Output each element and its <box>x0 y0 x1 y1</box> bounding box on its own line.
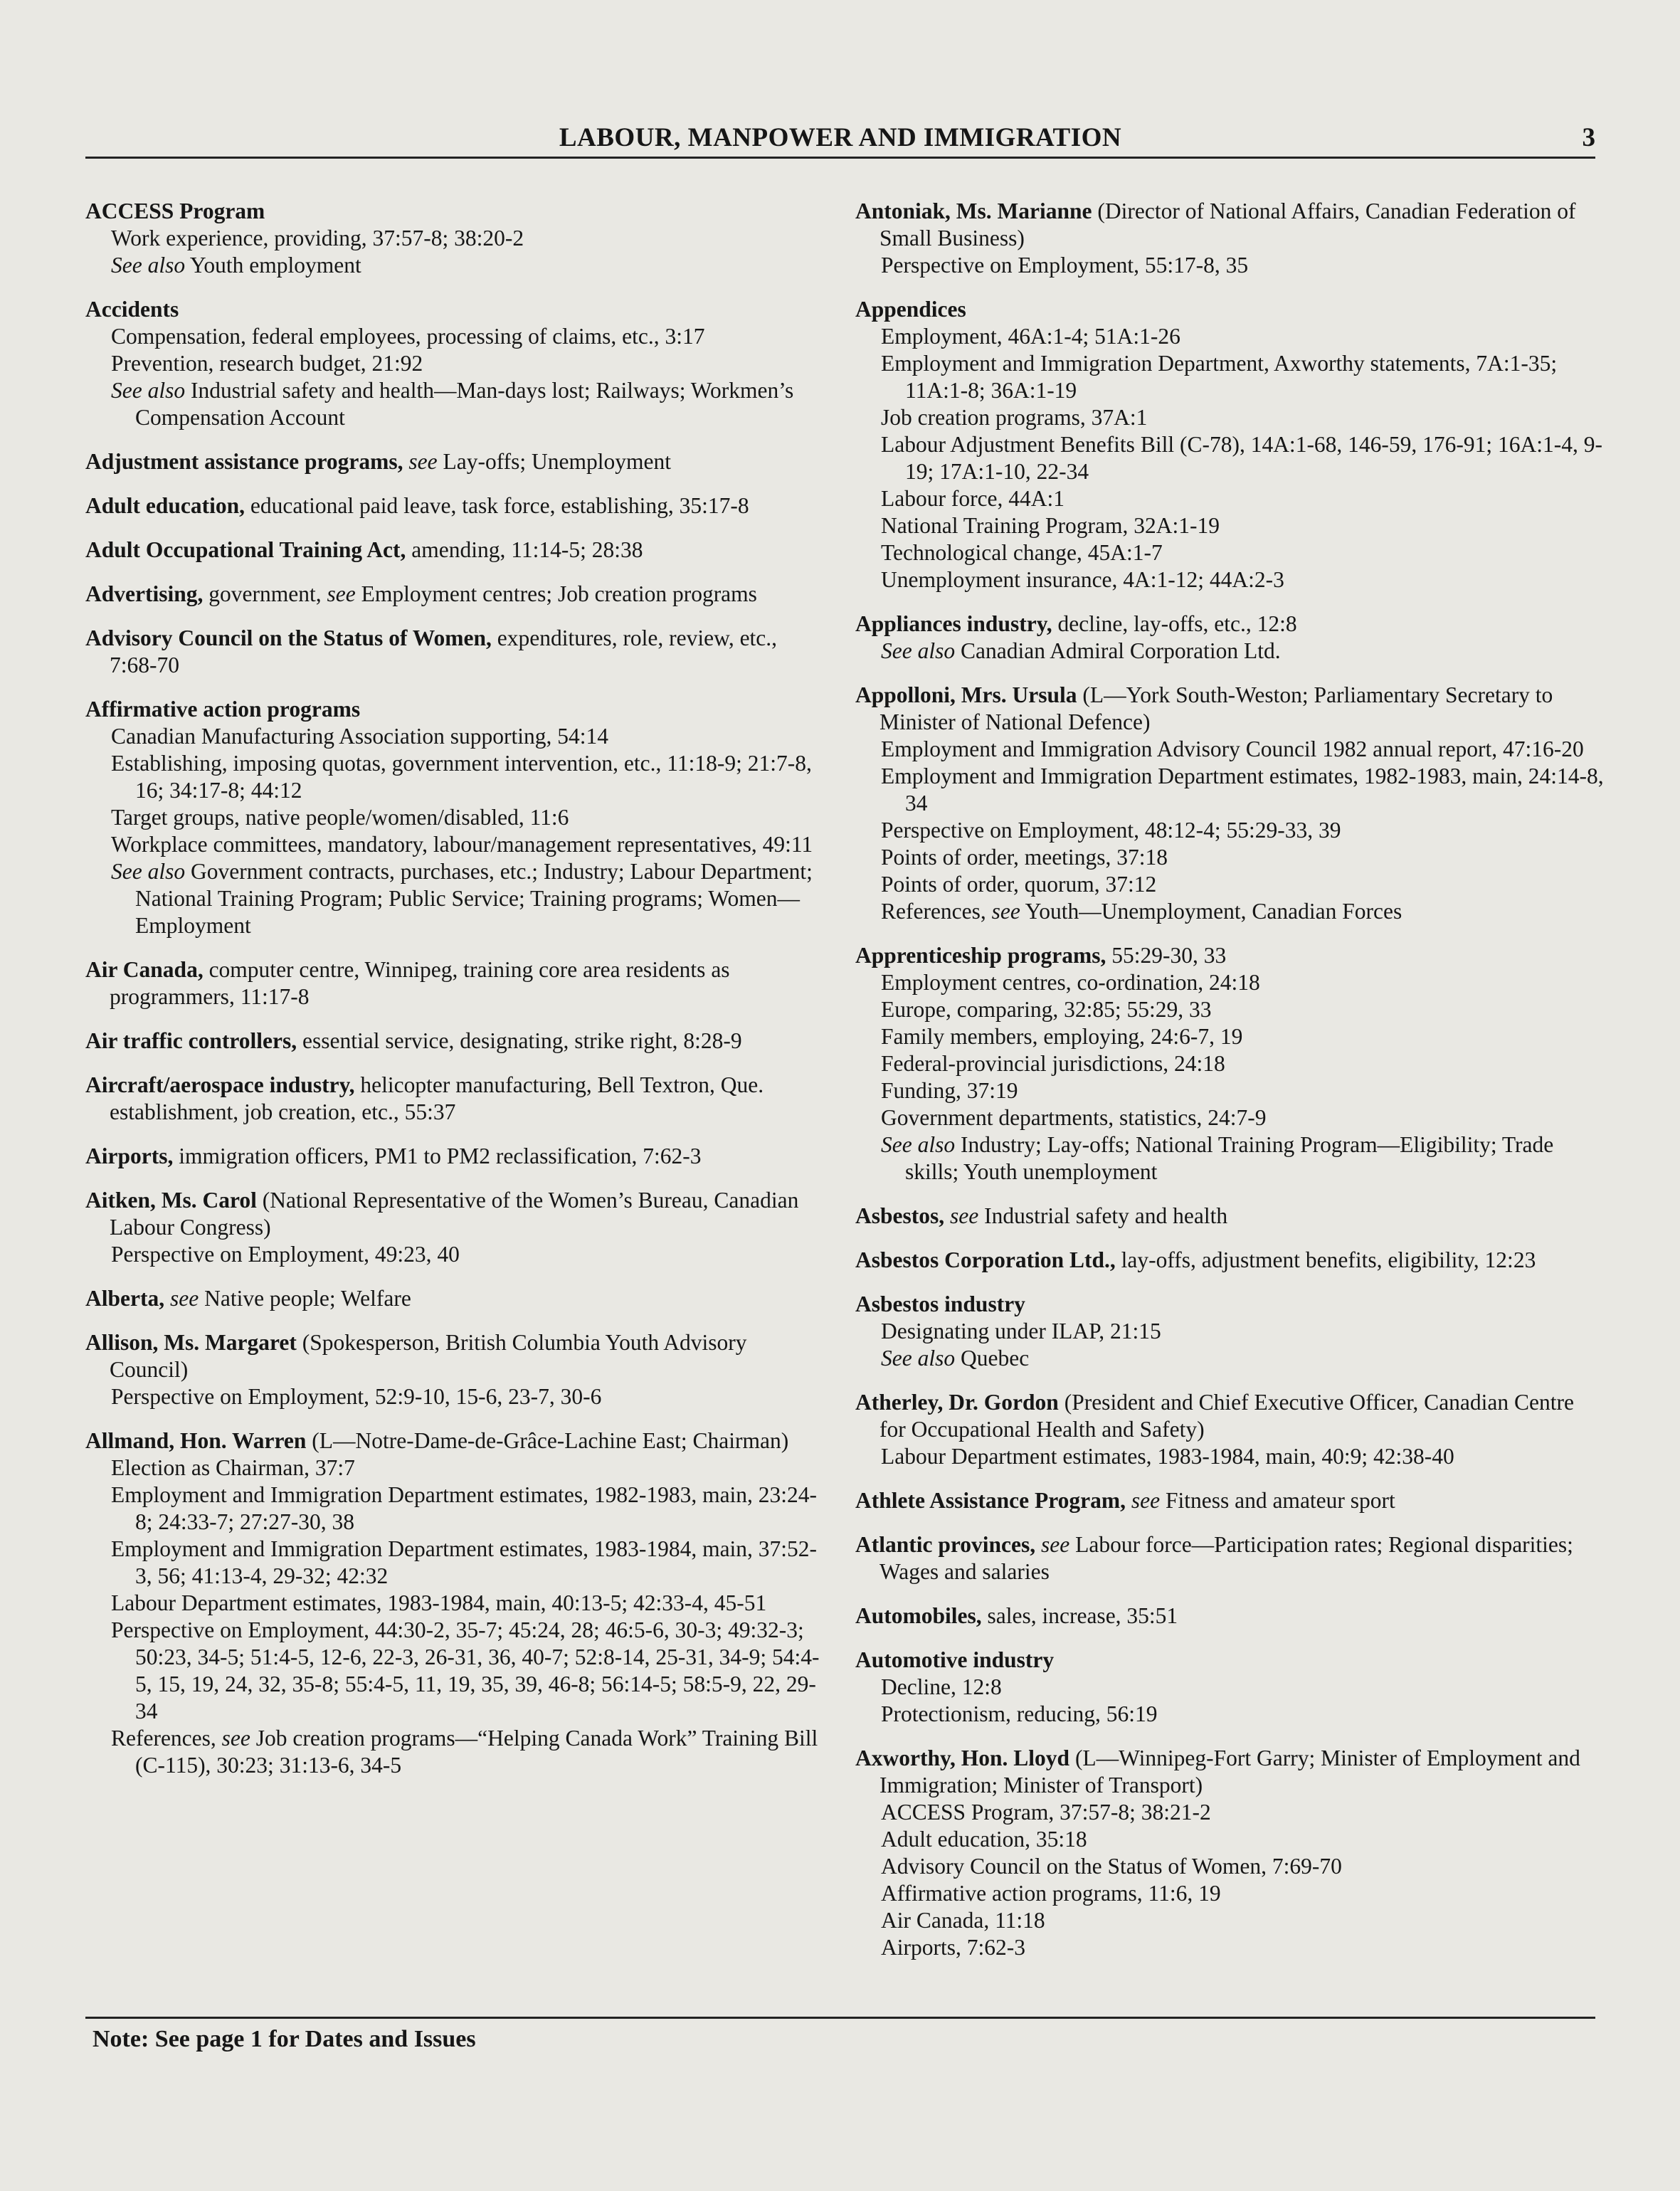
subentry-text: Perspective on Employment, 49:23, 40 <box>111 1242 460 1267</box>
entry-text: (L—Notre-Dame-de-Grâce-Lachine East; Chairman) <box>306 1428 789 1453</box>
subentry <box>85 323 825 350</box>
entry-heading: Aitken, Ms. Carol <box>85 1188 257 1213</box>
subentry <box>855 1880 1604 1907</box>
subentry-text: Industrial safety and health—Man-days lost; Railways; Workmen’s Compensation Account <box>135 378 794 430</box>
entry-heading-line <box>855 1247 1604 1274</box>
subentry <box>855 1050 1604 1077</box>
subentry-text: Europe, comparing, 32:85; 55:29, 33 <box>881 997 1212 1022</box>
entry-heading-line <box>85 1072 825 1126</box>
index-entry <box>855 1247 1604 1274</box>
entry-heading-line <box>85 1187 825 1241</box>
entry-heading-line <box>855 1745 1604 1799</box>
subentry-text: Perspective on Employment, 48:12-4; 55:29-33, 39 <box>881 818 1341 843</box>
subentry-text: Points of order, quorum, 37:12 <box>881 872 1157 897</box>
entry-heading-line <box>85 625 825 679</box>
see-reference: See also <box>881 1132 956 1157</box>
entry-heading-line <box>85 1028 825 1055</box>
subentry <box>855 1023 1604 1050</box>
subentry-text: ACCESS Program, 37:57-8; 38:21-2 <box>881 1800 1211 1825</box>
index-entry <box>85 1329 825 1410</box>
entry-heading-line <box>85 1285 825 1312</box>
subentry <box>855 1104 1604 1131</box>
index-entry <box>855 611 1604 665</box>
subentry <box>85 858 825 939</box>
entry-text: Employment centres; Job creation programs <box>355 581 757 606</box>
entry-heading-line <box>85 696 825 723</box>
index-entry <box>855 1203 1604 1230</box>
entry-text: sales, increase, 35:51 <box>981 1603 1178 1628</box>
subentry <box>85 804 825 831</box>
entry-text: (Director of National Affairs, Canadian Federation of Small Business) <box>879 199 1576 250</box>
index-entry <box>85 448 825 475</box>
entry-heading: Air Canada, <box>85 957 204 982</box>
subentry <box>855 512 1604 539</box>
entry-heading-line <box>85 1427 825 1454</box>
page-header <box>85 120 1595 159</box>
subentry <box>855 871 1604 898</box>
see-reference: See also <box>881 638 956 663</box>
index-entry <box>85 1187 825 1268</box>
footer-note: Note: See page 1 for Dates and Issues <box>93 2026 476 2052</box>
entry-heading-line <box>855 1291 1604 1318</box>
entry-heading-line <box>855 1531 1604 1585</box>
entry-heading: Allmand, Hon. Warren <box>85 1428 307 1453</box>
subentry-text: Workplace committees, mandatory, labour/management representatives, 49:11 <box>111 832 813 857</box>
subentry-text: Job creation programs—“Helping Canada Work” Training Bill (C-115), 30:23; 31:13-6, 34-5 <box>135 1726 818 1778</box>
see-reference: see <box>403 449 438 474</box>
subentry-text: Perspective on Employment, 52:9-10, 15-6, 23-7, 30-6 <box>111 1384 602 1409</box>
subentry <box>85 1725 825 1779</box>
subentry-text: Perspective on Employment, 44:30-2, 35-7; 45:24, 28; 46:5-6, 30-3; 49:32-3; 50:23, 34-5; 51:4-5, 12-6, 22-3, 26-31, 36, 40-7; 52:8-14, 25-31, 34-9; 54:4-5, 15, 19, 24, 32, 35-8; 55:4-5, 11, 19, 35, 39, 46-8; 56:14-5; 58:5-9, 22, 29-34 <box>111 1617 820 1723</box>
entry-heading: Athlete Assistance Program, <box>855 1488 1126 1513</box>
entry-text: (President and Chief Executive Officer, Canadian Centre for Occupational Health and Safety) <box>879 1390 1574 1442</box>
subentry-text: Labour Department estimates, 1983-1984, main, 40:9; 42:38-40 <box>881 1444 1454 1469</box>
subentry-text: Employment, 46A:1-4; 51A:1-26 <box>881 324 1180 349</box>
entry-heading: Appliances industry, <box>855 611 1052 636</box>
entry-heading: Alberta, <box>85 1286 165 1311</box>
subentry <box>85 225 825 252</box>
subentry <box>85 1454 825 1482</box>
entry-heading-line <box>855 1603 1604 1630</box>
entry-heading: ACCESS Program <box>85 199 265 223</box>
index-entry <box>855 942 1604 1186</box>
entry-heading: Asbestos, <box>855 1203 945 1228</box>
subentry-text: Family members, employing, 24:6-7, 19 <box>881 1024 1243 1049</box>
index-entry <box>85 198 825 279</box>
subentry <box>855 1701 1604 1728</box>
entry-heading: Affirmative action programs <box>85 697 361 722</box>
subentry <box>855 539 1604 566</box>
see-reference: see <box>321 581 356 606</box>
subentry <box>855 638 1604 665</box>
see-reference: See also <box>111 378 186 403</box>
entry-heading-line <box>855 1487 1604 1514</box>
entry-heading-line <box>85 492 825 519</box>
entry-text: Labour force—Participation rates; Regional disparities; Wages and salaries <box>879 1532 1573 1584</box>
subentry <box>855 485 1604 512</box>
subentry <box>85 252 825 279</box>
subentry-text: Employment centres, co-ordination, 24:18 <box>881 970 1260 995</box>
subentry-text: Designating under ILAP, 21:15 <box>881 1319 1161 1343</box>
index-entry <box>855 1603 1604 1630</box>
index-entry <box>855 1389 1604 1470</box>
subentry-text: National Training Program, 32A:1-19 <box>881 513 1220 538</box>
page-footer <box>85 2017 1595 2052</box>
subentry <box>855 996 1604 1023</box>
entry-heading: Apprenticeship programs, <box>855 943 1106 968</box>
subentry-text: Government departments, statistics, 24:7-9 <box>881 1105 1267 1130</box>
subentry-text: Canadian Admiral Corporation Ltd. <box>955 638 1281 663</box>
entry-heading-line <box>85 581 825 608</box>
subentry-text: Labour Department estimates, 1983-1984, main, 40:13-5; 42:33-4, 45-51 <box>111 1590 767 1615</box>
index-column-right <box>855 198 1604 1978</box>
see-reference: see <box>216 1726 250 1751</box>
entry-text: computer centre, Winnipeg, training core area residents as programmers, 11:17-8 <box>110 957 730 1009</box>
index-entry <box>85 625 825 679</box>
subentry <box>855 1907 1604 1934</box>
entry-heading-line <box>85 956 825 1010</box>
entry-heading: Appendices <box>855 297 966 322</box>
entry-heading-line <box>855 1203 1604 1230</box>
entry-heading-line <box>855 611 1604 638</box>
subentry <box>855 431 1604 485</box>
entry-text: (L—York South-Weston; Parliamentary Secretary to Minister of National Defence) <box>879 682 1553 734</box>
entry-text: Fitness and amateur sport <box>1160 1488 1395 1513</box>
entry-heading: Advisory Council on the Status of Women, <box>85 625 492 650</box>
entry-text: government, <box>203 581 322 606</box>
see-reference: see <box>1125 1488 1161 1513</box>
index-entry <box>85 296 825 431</box>
entry-text: immigration officers, PM1 to PM2 reclassification, 7:62-3 <box>173 1144 702 1168</box>
entry-heading: Adjustment assistance programs, <box>85 449 403 474</box>
subentry-text: Target groups, native people/women/disabled, 11:6 <box>111 805 569 830</box>
index-entry <box>85 537 825 564</box>
entry-heading: Automotive industry <box>855 1647 1055 1672</box>
entry-heading: Advertising, <box>85 581 204 606</box>
entry-heading: Asbestos Corporation Ltd., <box>855 1247 1116 1272</box>
entry-heading-line <box>85 1143 825 1170</box>
subentry-prefix: References, <box>111 1726 216 1751</box>
entry-heading-line <box>855 682 1604 736</box>
subentry <box>855 1318 1604 1345</box>
page-title: LABOUR, MANPOWER AND IMMIGRATION <box>559 123 1122 152</box>
subentry-text: Affirmative action programs, 11:6, 19 <box>881 1881 1221 1906</box>
index-entry <box>855 1647 1604 1728</box>
subentry <box>855 1674 1604 1701</box>
see-reference: see <box>986 899 1020 924</box>
see-reference: see <box>944 1203 979 1228</box>
index-entry <box>855 198 1604 279</box>
subentry <box>855 323 1604 350</box>
subentry <box>855 1131 1604 1186</box>
subentry-text: Unemployment insurance, 4A:1-12; 44A:2-3 <box>881 567 1284 592</box>
entry-heading: Atherley, Dr. Gordon <box>855 1390 1059 1415</box>
subentry <box>855 817 1604 844</box>
subentry-text: Job creation programs, 37A:1 <box>881 405 1148 430</box>
entry-heading-line <box>855 198 1604 252</box>
entry-heading-line <box>855 1647 1604 1674</box>
subentry <box>85 350 825 377</box>
index-entry <box>85 1143 825 1170</box>
subentry <box>855 1077 1604 1104</box>
entry-text: Native people; Welfare <box>199 1286 411 1311</box>
index-entry <box>85 956 825 1010</box>
entry-heading: Automobiles, <box>855 1603 982 1628</box>
subentry <box>85 1241 825 1268</box>
index-entry <box>85 1427 825 1779</box>
subentry-text: Compensation, federal employees, processing of claims, etc., 3:17 <box>111 324 705 349</box>
entry-heading-line <box>85 296 825 323</box>
subentry <box>85 750 825 804</box>
subentry <box>855 763 1604 817</box>
index-entry <box>85 1028 825 1055</box>
subentry-text: Employment and Immigration Department, Axworthy statements, 7A:1-35; 11A:1-8; 36A:1-19 <box>881 351 1558 403</box>
subentry-text: Federal-provincial jurisdictions, 24:18 <box>881 1051 1225 1076</box>
entry-heading-line <box>85 1329 825 1383</box>
entry-heading: Axworthy, Hon. Lloyd <box>855 1746 1070 1770</box>
subentry <box>855 1799 1604 1826</box>
subentry-text: Employment and Immigration Department estimates, 1982-1983, main, 24:14-8, 34 <box>881 764 1604 815</box>
entry-text: lay-offs, adjustment benefits, eligibility, 12:23 <box>1115 1247 1536 1272</box>
subentry-text: Technological change, 45A:1-7 <box>881 540 1163 565</box>
subentry-text: Work experience, providing, 37:57-8; 38:20-2 <box>111 226 524 250</box>
index-column-left <box>85 198 825 1796</box>
subentry-text: Prevention, research budget, 21:92 <box>111 351 423 376</box>
subentry-text: Government contracts, purchases, etc.; Industry; Labour Department; National Training Program; Public Service; Training programs; Women—Employment <box>135 859 813 938</box>
entry-heading-line <box>85 448 825 475</box>
subentry <box>85 723 825 750</box>
entry-heading: Adult education, <box>85 493 245 518</box>
entry-text: Lay-offs; Unemployment <box>437 449 672 474</box>
entry-text: decline, lay-offs, etc., 12:8 <box>1052 611 1297 636</box>
entry-heading: Accidents <box>85 297 179 322</box>
entry-text: 55:29-30, 33 <box>1106 943 1227 968</box>
entry-text: educational paid leave, task force, establishing, 35:17-8 <box>245 493 749 518</box>
subentry <box>855 350 1604 404</box>
entry-heading: Air traffic controllers, <box>85 1028 297 1053</box>
index-entry <box>85 696 825 939</box>
subentry-text: Quebec <box>955 1346 1030 1371</box>
entry-text: (National Representative of the Women’s Bureau, Canadian Labour Congress) <box>110 1188 799 1240</box>
entry-text: helicopter manufacturing, Bell Textron, Que. establishment, job creation, etc., 55:37 <box>110 1072 764 1124</box>
entry-text: (Spokesperson, British Columbia Youth Advisory Council) <box>110 1330 747 1382</box>
entry-heading: Allison, Ms. Margaret <box>85 1330 297 1355</box>
subentry <box>855 1853 1604 1880</box>
entry-text: amending, 11:14-5; 28:38 <box>406 537 643 562</box>
page-number: 3 <box>1582 123 1595 152</box>
subentry <box>85 1617 825 1725</box>
subentry <box>85 1590 825 1617</box>
subentry <box>855 252 1604 279</box>
entry-heading-line <box>85 537 825 564</box>
entry-heading-line <box>855 1389 1604 1443</box>
see-reference: see <box>1035 1532 1070 1557</box>
subentry <box>855 736 1604 763</box>
subentry-text: Employment and Immigration Department estimates, 1983-1984, main, 37:52-3, 56; 41:13-4, 29-32; 42:32 <box>111 1536 818 1588</box>
index-entry <box>855 1291 1604 1372</box>
see-reference: See also <box>111 859 186 884</box>
subentry <box>855 898 1604 925</box>
subentry-text: Airports, 7:62-3 <box>881 1935 1025 1960</box>
subentry-text: Adult education, 35:18 <box>881 1827 1087 1852</box>
subentry-text: Points of order, meetings, 37:18 <box>881 845 1168 870</box>
entry-text: essential service, designating, strike right, 8:28-9 <box>297 1028 742 1053</box>
see-reference: see <box>164 1286 199 1311</box>
entry-text: (L—Winnipeg-Fort Garry; Minister of Employment and Immigration; Minister of Transport) <box>879 1746 1580 1797</box>
subentry-prefix: References, <box>881 899 986 924</box>
subentry <box>85 1383 825 1410</box>
subentry <box>855 844 1604 871</box>
subentry <box>85 831 825 858</box>
subentry-text: Employment and Immigration Advisory Council 1982 annual report, 47:16-20 <box>881 737 1584 761</box>
see-reference: See also <box>881 1346 956 1371</box>
subentry-text: Labour Adjustment Benefits Bill (C-78), 14A:1-68, 146-59, 176-91; 16A:1-4, 9-19; 17A:1-10, 22-34 <box>881 432 1603 484</box>
entry-heading: Atlantic provinces, <box>855 1532 1036 1557</box>
subentry <box>855 1826 1604 1853</box>
subentry-text: Decline, 12:8 <box>881 1674 1002 1699</box>
index-entry <box>85 1285 825 1312</box>
index-entry <box>855 1487 1604 1514</box>
subentry-text: Protectionism, reducing, 56:19 <box>881 1701 1158 1726</box>
subentry <box>855 566 1604 593</box>
subentry <box>85 377 825 431</box>
entry-heading: Airports, <box>85 1144 174 1168</box>
entry-heading: Asbestos industry <box>855 1292 1025 1316</box>
subentry <box>855 404 1604 431</box>
entry-heading-line <box>855 296 1604 323</box>
subentry-text: Youth employment <box>185 253 361 278</box>
subentry <box>855 1934 1604 1961</box>
entry-text: expenditures, role, review, etc., 7:68-70 <box>110 625 778 677</box>
index-entry <box>855 1531 1604 1585</box>
entry-heading-line <box>855 942 1604 969</box>
see-reference: See also <box>111 253 186 278</box>
index-entry <box>85 1072 825 1126</box>
entry-heading: Antoniak, Ms. Marianne <box>855 199 1092 223</box>
subentry-text: Establishing, imposing quotas, government intervention, etc., 11:18-9; 21:7-8, 16; 34:17-8; 44:12 <box>111 751 812 803</box>
index-entry <box>85 492 825 519</box>
subentry-text: Perspective on Employment, 55:17-8, 35 <box>881 253 1249 278</box>
subentry <box>855 1345 1604 1372</box>
entry-text: Industrial safety and health <box>978 1203 1228 1228</box>
index-entry <box>85 581 825 608</box>
index-entry <box>855 296 1604 593</box>
subentry-text: Industry; Lay-offs; National Training Program—Eligibility; Trade skills; Youth unemployment <box>905 1132 1554 1184</box>
subentry-text: Labour force, 44A:1 <box>881 486 1065 511</box>
subentry-text: Employment and Immigration Department estimates, 1982-1983, main, 23:24-8; 24:33-7; 27:27-30, 38 <box>111 1482 818 1534</box>
subentry-text: Election as Chairman, 37:7 <box>111 1455 355 1480</box>
entry-heading: Aircraft/aerospace industry, <box>85 1072 355 1097</box>
entry-heading-line <box>85 198 825 225</box>
subentry-text: Canadian Manufacturing Association supporting, 54:14 <box>111 724 609 749</box>
entry-heading: Adult Occupational Training Act, <box>85 537 406 562</box>
subentry-text: Air Canada, 11:18 <box>881 1908 1045 1933</box>
entry-heading: Appolloni, Mrs. Ursula <box>855 682 1077 707</box>
subentry <box>85 1482 825 1536</box>
subentry-text: Advisory Council on the Status of Women, 7:69-70 <box>881 1854 1342 1879</box>
subentry <box>855 969 1604 996</box>
index-entry <box>855 682 1604 925</box>
subentry-text: Youth—Unemployment, Canadian Forces <box>1020 899 1402 924</box>
subentry-text: Funding, 37:19 <box>881 1078 1018 1103</box>
subentry <box>85 1536 825 1590</box>
subentry <box>855 1443 1604 1470</box>
index-entry <box>855 1745 1604 1961</box>
